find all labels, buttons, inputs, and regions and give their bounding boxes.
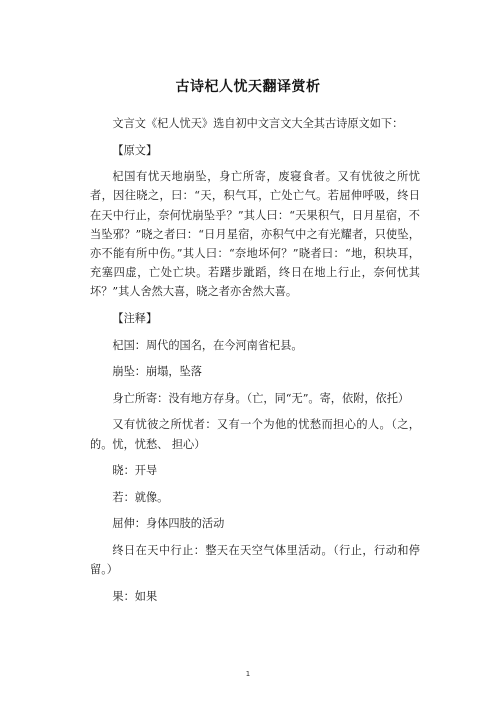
note-item: 又有忧彼之所忧者：又有一个为他的忧愁而担心的人。（之，的。忧，忧愁、 担心） xyxy=(90,418,420,451)
paragraph-original-text: 杞国有忧天地崩坠，身亡所寄，废寝食者。又有忧彼之所忧者，因往晓之，曰：“天，积气耳，亡处亡气。若屈伸呼吸，终日在天中行止，奈何忧崩坠乎？”其人曰：“天果积气，日月星宿，不当坠邪？”晓之者曰：“日月星宿，亦积气中之有光耀者，只使坠，亦不能有所中伤。”其人曰：“奈地坏何？”晓者曰：“地，积块耳，充塞四虚，亡处亡块。若躇步跐蹈，终日在地上行止，奈何忧其坏？”其人舍然大喜，晓之者亦舍然大喜。 xyxy=(90,170,420,299)
section-heading-notes: 【注释】 xyxy=(112,312,158,325)
paragraph-intro: 文言文《杞人忧天》选自初中文言文大全其古诗原文如下： xyxy=(112,117,404,130)
document-title: 古诗杞人忧天翻译赏析 xyxy=(175,79,321,95)
note-item: 果：如果 xyxy=(112,589,158,603)
note-item: 崩坠：崩塌，坠落 xyxy=(112,365,202,379)
note-item: 身亡所寄：没有地方存身。（亡，同“无”。寄，依附，依托） xyxy=(112,391,410,405)
note-item: 终日在天中行止：整天在天空气体里活动。（行止，行动和停留。） xyxy=(90,543,420,577)
note-item: 杞国：周代的国名，在今河南省杞县。 xyxy=(112,338,303,352)
note-item: 晓：开导 xyxy=(112,464,158,478)
page-number: 1 xyxy=(245,670,251,678)
document-body xyxy=(90,114,420,613)
section-heading-original-text: 【原文】 xyxy=(112,143,158,157)
note-item: 若：就像。 xyxy=(112,490,169,504)
note-item: 屈伸：身体四肢的活动 xyxy=(112,517,225,531)
